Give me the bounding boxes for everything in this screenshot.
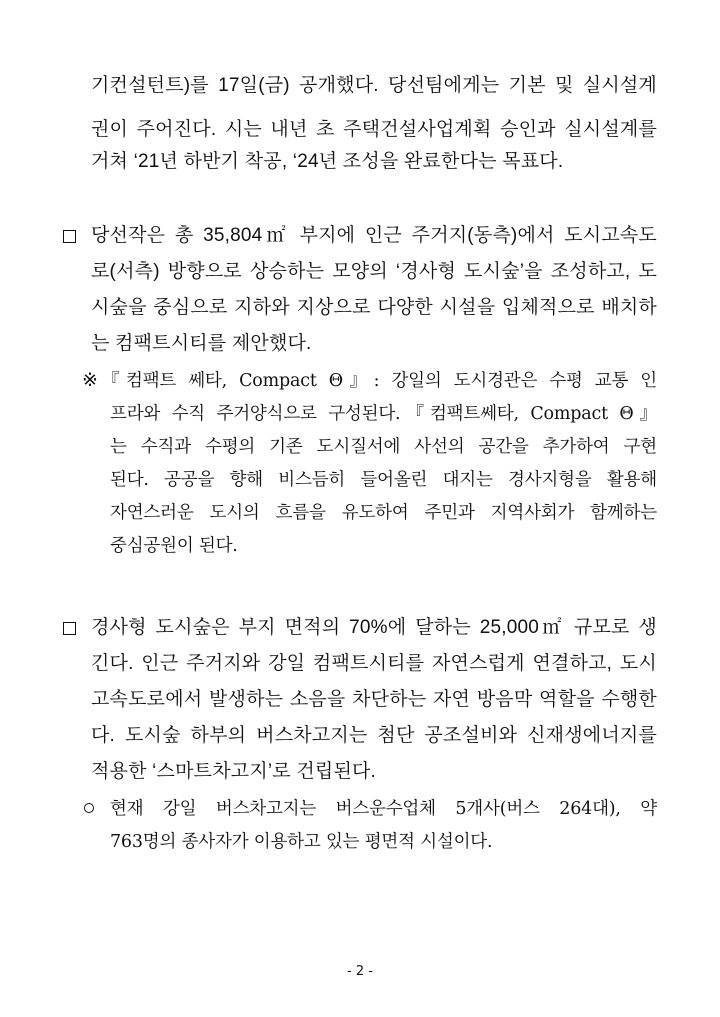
section2-box-marker [63,622,76,635]
section1-line-1: 당선작은 총 35,804㎡ 부지에 인근 주거지(동측)에서 도시고속도 [91,225,657,246]
section2-sub-circle-marker [84,803,94,813]
section1-note-line-6: 중심공원이 된다. [110,536,238,556]
intro-line-1: 기컨설턴트)를 17일(금) 공개했다. 당선팀에게는 기본 및 실시설계 [91,75,657,96]
section1-note-line-4: 된다. 공공을 향해 비스듬히 들어올린 대지는 경사지형을 활용해 [110,470,657,490]
section2-line-2: 긴다. 인근 주거지와 강일 컴팩트시티를 자연스럽게 연결하고, 도시 [91,653,657,674]
section1-note-line-3: 는 수직과 수평의 기존 도시질서에 사선의 공간을 추가하여 구현 [110,437,657,457]
section1-note-line-2: 프라와 수직 주거양식으로 구성된다.『컴팩트쎄타, Compact Θ』 [110,404,657,424]
section1-box-marker [63,230,76,243]
section1-line-2: 로(서측) 방향으로 상승하는 모양의 ‘경사형 도시숲’을 조성하고, 도 [91,261,657,282]
section1-note-marker: ※ [82,370,98,391]
page-number: - 2 - [347,964,373,979]
section2-line-3: 고속도로에서 발생하는 소음을 차단하는 자연 방음막 역할을 수행한 [91,689,657,710]
section1-line-4: 는 컴팩트시티를 제안했다. [91,333,312,354]
section2-line-1: 경사형 도시숲은 부지 면적의 70%에 달하는 25,000㎡ 규모로 생 [91,617,657,638]
section2-sub-line-1: 현재 강일 버스차고지는 버스운수업체 5개사(버스 264대), 약 [110,799,657,819]
intro-line-3: 거쳐 ‘21년 하반기 착공, ‘24년 조성을 완료한다는 목표다. [91,151,564,172]
section2-line-4: 다. 도시숲 하부의 버스차고지는 첨단 공조설비와 신재생에너지를 [91,725,657,746]
section1-note-line-1: 『컴팩트 쎄타, Compact Θ』: 강일의 도시경관은 수평 교통 인 [102,371,657,391]
section1-line-3: 시숲을 중심으로 지하와 지상으로 다양한 시설을 입체적으로 배치하 [91,297,657,318]
intro-line-2: 권이 주어진다. 시는 내년 초 주택건설사업계획 승인과 실시설계를 [91,119,657,140]
section1-note-line-5: 자연스러운 도시의 흐름을 유도하여 주민과 지역사회가 함께하는 [110,503,657,523]
section2-sub-line-2: 763명의 종사자가 이용하고 있는 평면적 시설이다. [110,832,493,852]
section2-line-5: 적용한 ‘스마트차고지’로 건립된다. [91,761,377,782]
